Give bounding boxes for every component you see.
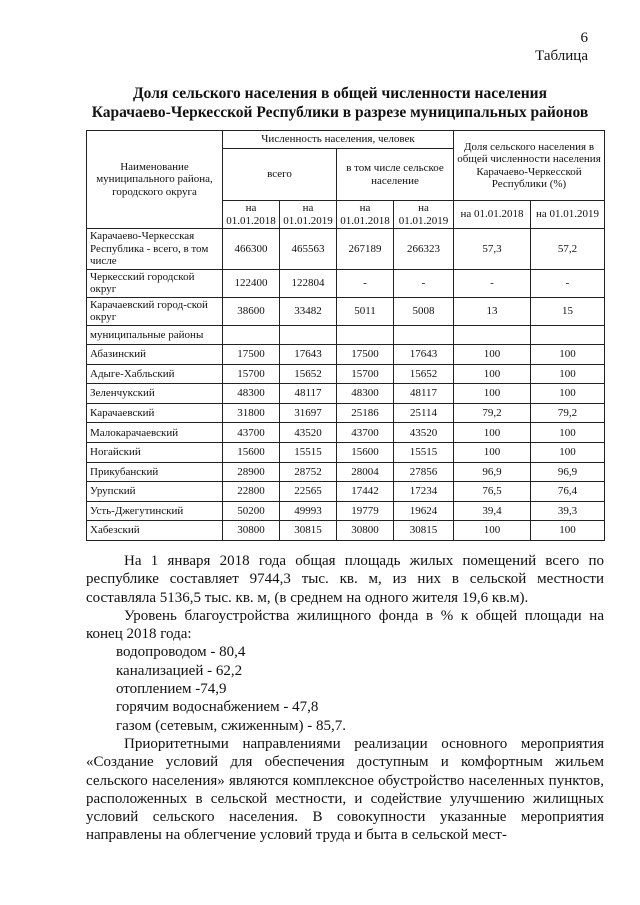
list-item: отоплением -74,9 [116, 681, 227, 698]
table-row [87, 462, 605, 482]
cell-rural-2019: 17234 [394, 482, 454, 502]
table-row [87, 364, 605, 384]
list-item: водопроводом - 80,4 [116, 644, 246, 661]
cell-total-2018: 122400 [223, 269, 280, 297]
table-row [87, 345, 605, 365]
cell-rural-2019: 17643 [394, 345, 454, 365]
cell-rural-2019: 15515 [394, 443, 454, 463]
row-name: Абазинский [87, 345, 223, 365]
cell-total-2018: 48300 [223, 384, 280, 404]
cell-total-2019: 30815 [280, 521, 337, 541]
cell-share-2018: 100 [454, 423, 531, 443]
page-number: 6 [580, 30, 588, 46]
cell-total-2018 [223, 325, 280, 345]
cell-share-2018 [454, 325, 531, 345]
cell-share-2019: 100 [531, 423, 605, 443]
cell-share-2018: 100 [454, 443, 531, 463]
cell-share-2018: 100 [454, 521, 531, 541]
cell-rural-2019: 25114 [394, 403, 454, 423]
cell-rural-2018: 17442 [337, 482, 394, 502]
section-label: муниципальные районы [87, 325, 223, 345]
cell-total-2019: 43520 [280, 423, 337, 443]
row-name: Малокарачаевский [87, 423, 223, 443]
header-date: на 01.01.2018 [337, 201, 394, 229]
cell-share-2019: 100 [531, 345, 605, 365]
table-row [87, 482, 605, 502]
row-name: Прикубанский [87, 462, 223, 482]
cell-share-2018: 100 [454, 364, 531, 384]
paragraph-housing-area: На 1 января 2018 года общая площадь жилых помещений всего по республике составляет 9744,3 тыс. кв. м, из них в сельской местности составляла 5136,5 тыс. кв. м, (в среднем на одного жителя 19,6 кв.м). [86, 553, 604, 606]
cell-rural-2018: 267189 [337, 229, 394, 270]
table-row [87, 501, 605, 521]
cell-share-2019: 57,2 [531, 229, 605, 270]
cell-share-2018: 13 [454, 297, 531, 325]
cell-total-2018: 30800 [223, 521, 280, 541]
table-row [87, 403, 605, 423]
cell-share-2019 [531, 325, 605, 345]
list-item: горячим водоснабжением - 47,8 [116, 699, 319, 716]
cell-rural-2018: 5011 [337, 297, 394, 325]
paragraph-amenities-intro: Уровень благоустройства жилищного фонда в % к общей площади на конец 2018 года: [86, 607, 604, 643]
cell-rural-2019 [394, 325, 454, 345]
paragraph-priorities: Приоритетными направлениями реализации основного мероприятия «Создание условий для обеспечения доступным и комфортным жильем сельского населения» являются комплексное обустройство населенных пунктов, расположенных в сельской местности, и содействие улучшению жилищных условий сельского населения. В совокупности указанные мероприятия направлены на облегчение условий труда и быта в сельской мест- [86, 735, 604, 844]
cell-total-2019: 33482 [280, 297, 337, 325]
cell-rural-2018 [337, 325, 394, 345]
row-name: Зеленчукский [87, 384, 223, 404]
header-date: на 01.01.2019 [531, 201, 605, 229]
cell-total-2019: 48117 [280, 384, 337, 404]
document-title [60, 84, 620, 122]
cell-total-2019: 15515 [280, 443, 337, 463]
header-date: на 01.01.2018 [223, 201, 280, 229]
table-row [87, 297, 605, 325]
cell-share-2018: - [454, 269, 531, 297]
row-name: Усть-Джегутинский [87, 501, 223, 521]
cell-total-2018: 22800 [223, 482, 280, 502]
cell-share-2019: 100 [531, 364, 605, 384]
title-line-1: Доля сельского населения в общей численности населения [133, 85, 547, 102]
row-name: Карачаевский [87, 403, 223, 423]
cell-total-2019: 17643 [280, 345, 337, 365]
cell-share-2018: 57,3 [454, 229, 531, 270]
cell-rural-2018: 19779 [337, 501, 394, 521]
cell-share-2019: 79,2 [531, 403, 605, 423]
header-name-column: Наименование муниципального района, городского округа [87, 131, 223, 229]
cell-total-2019: 465563 [280, 229, 337, 270]
cell-rural-2019: 30815 [394, 521, 454, 541]
cell-share-2018: 96,9 [454, 462, 531, 482]
cell-rural-2018: 30800 [337, 521, 394, 541]
cell-rural-2018: 15700 [337, 364, 394, 384]
cell-rural-2019: 43520 [394, 423, 454, 443]
cell-rural-2019: 27856 [394, 462, 454, 482]
cell-total-2018: 38600 [223, 297, 280, 325]
list-item: канализацией - 62,2 [116, 662, 243, 679]
header-population: Численность населения, человек [223, 131, 454, 149]
cell-total-2018: 50200 [223, 501, 280, 521]
table-label: Таблица [535, 48, 588, 64]
cell-rural-2018: 17500 [337, 345, 394, 365]
row-name: Карачаево-Черкесская Республика - всего, в том числе [87, 229, 223, 270]
cell-share-2019: 100 [531, 521, 605, 541]
cell-share-2018: 100 [454, 384, 531, 404]
row-name: Хабезский [87, 521, 223, 541]
cell-share-2018: 39,4 [454, 501, 531, 521]
cell-share-2018: 76,5 [454, 482, 531, 502]
cell-rural-2018: 25186 [337, 403, 394, 423]
cell-share-2018: 100 [454, 345, 531, 365]
cell-total-2019: 28752 [280, 462, 337, 482]
cell-rural-2019: - [394, 269, 454, 297]
header-date: на 01.01.2018 [454, 201, 531, 229]
cell-total-2018: 15600 [223, 443, 280, 463]
row-name: Ногайский [87, 443, 223, 463]
cell-total-2019: 122804 [280, 269, 337, 297]
cell-rural-2019: 15652 [394, 364, 454, 384]
cell-rural-2018: 28004 [337, 462, 394, 482]
cell-share-2019: 100 [531, 443, 605, 463]
cell-share-2019: 100 [531, 384, 605, 404]
cell-total-2018: 43700 [223, 423, 280, 443]
title-line-2: Карачаево-Черкесской Республики в разрезе муниципальных районов [91, 104, 589, 121]
header-date: на 01.01.2019 [394, 201, 454, 229]
cell-total-2019 [280, 325, 337, 345]
rural-population-table [86, 130, 605, 541]
table-row [87, 443, 605, 463]
header-rural: в том числе сельское население [337, 149, 454, 201]
cell-total-2019: 15652 [280, 364, 337, 384]
cell-share-2019: 96,9 [531, 462, 605, 482]
cell-rural-2019: 19624 [394, 501, 454, 521]
cell-total-2018: 17500 [223, 345, 280, 365]
cell-share-2019: 76,4 [531, 482, 605, 502]
cell-total-2019: 22565 [280, 482, 337, 502]
cell-total-2019: 49993 [280, 501, 337, 521]
cell-share-2019: - [531, 269, 605, 297]
cell-total-2019: 31697 [280, 403, 337, 423]
body-text [86, 552, 604, 845]
header-total: всего [223, 149, 337, 201]
cell-share-2019: 39,3 [531, 501, 605, 521]
cell-rural-2018: 43700 [337, 423, 394, 443]
row-name: Урупский [87, 482, 223, 502]
header-share: Доля сельского населения в общей численности населения Карачаево-Черкесской Республики (%) [454, 131, 605, 201]
table-row [87, 229, 605, 270]
row-name: Черкесский городской округ [87, 269, 223, 297]
table-row [87, 423, 605, 443]
table-row [87, 521, 605, 541]
header-date: на 01.01.2019 [280, 201, 337, 229]
cell-total-2018: 31800 [223, 403, 280, 423]
cell-share-2019: 15 [531, 297, 605, 325]
table-row [87, 269, 605, 297]
cell-total-2018: 15700 [223, 364, 280, 384]
cell-total-2018: 466300 [223, 229, 280, 270]
cell-rural-2019: 5008 [394, 297, 454, 325]
table-row [87, 384, 605, 404]
row-name: Карачаевский город-ской округ [87, 297, 223, 325]
cell-total-2018: 28900 [223, 462, 280, 482]
cell-rural-2019: 266323 [394, 229, 454, 270]
cell-rural-2019: 48117 [394, 384, 454, 404]
list-item: газом (сетевым, сжиженным) - 85,7. [116, 717, 346, 734]
cell-rural-2018: 15600 [337, 443, 394, 463]
cell-rural-2018: 48300 [337, 384, 394, 404]
row-name: Адыге-Хабльский [87, 364, 223, 384]
cell-rural-2018: - [337, 269, 394, 297]
cell-share-2018: 79,2 [454, 403, 531, 423]
table-row-section [87, 325, 605, 345]
